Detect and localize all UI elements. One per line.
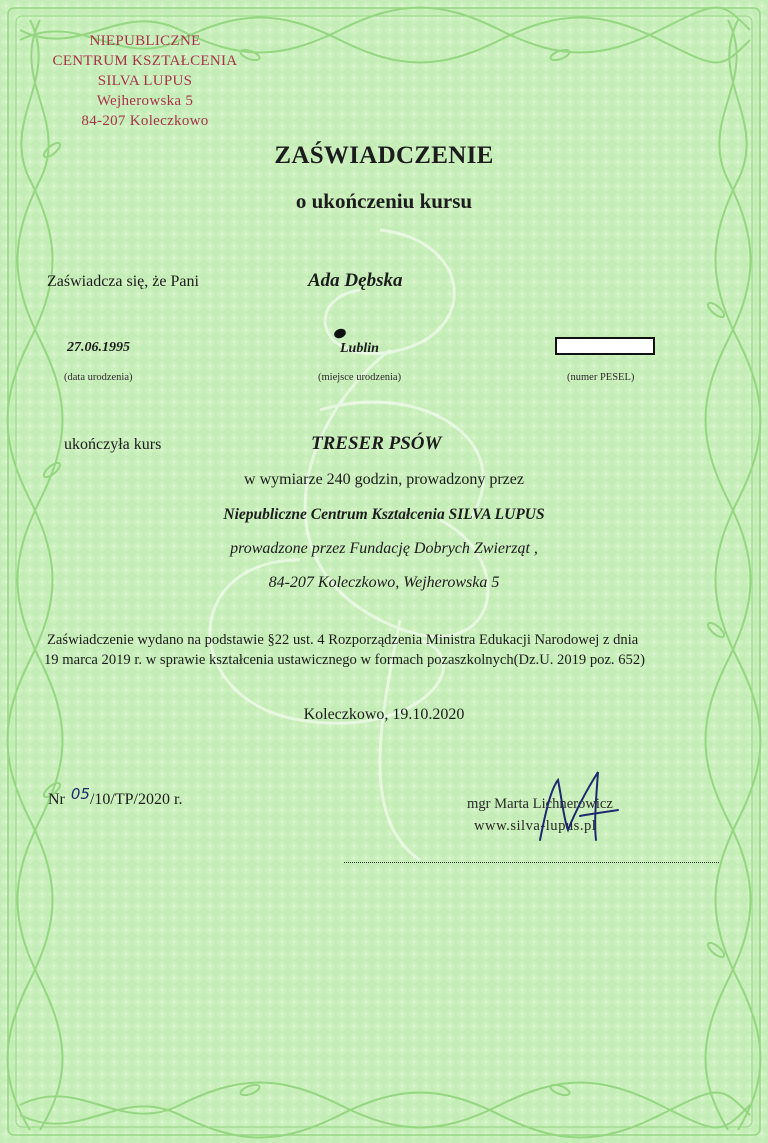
stamp-line: NIEPUBLICZNE bbox=[89, 33, 201, 49]
legal-basis-line-1: Zaświadczenie wydano na podstawie §22 ust. 4 Rozporządzenia Ministra Edukacji Narodowej z dnia bbox=[47, 632, 639, 648]
document-title: ZAŚWIADCZENIE bbox=[274, 142, 494, 169]
number-prefix: Nr bbox=[48, 791, 65, 808]
number-suffix: /10/TP/2020 r. bbox=[89, 791, 183, 808]
birth-place: Lublin bbox=[340, 341, 379, 356]
hours-line: w wymiarze 240 godzin, prowadzony przez bbox=[244, 471, 524, 488]
birth-date-caption: (data urodzenia) bbox=[64, 372, 133, 383]
address-line: 84-207 Koleczkowo, Wejherowska 5 bbox=[268, 574, 500, 591]
stamp-line: CENTRUM KSZTAŁCENIA bbox=[52, 53, 238, 69]
run-by-line: prowadzone przez Fundację Dobrych Zwierząt , bbox=[230, 540, 538, 557]
legal-basis-line-2: 19 marca 2019 r. w sprawie kształcenia ustawicznego w formach pozaszkolnych(Dz.U. 2019 poz. 652) bbox=[44, 652, 645, 668]
stamp-line: 84-207 Koleczkowo bbox=[81, 113, 209, 129]
course-name: TRESER PSÓW bbox=[311, 433, 442, 454]
birth-place-caption: (miejsce urodzenia) bbox=[318, 372, 402, 383]
signer-stamp-name: mgr Marta Lichnerowicz bbox=[467, 796, 613, 812]
certificate-number bbox=[48, 785, 183, 809]
handwritten-signature bbox=[510, 760, 630, 850]
stamp-line: SILVA LUPUS bbox=[97, 73, 193, 89]
organization-stamp bbox=[36, 31, 254, 131]
place-and-date: Koleczkowo, 19.10.2020 bbox=[303, 706, 465, 723]
signer-stamp-website: www.silva-lupus.pl bbox=[474, 818, 597, 834]
completed-label: ukończyła kurs bbox=[64, 436, 162, 453]
document-subtitle: o ukończeniu kursu bbox=[295, 189, 473, 213]
certify-label: Zaświadcza się, że Pani bbox=[47, 273, 199, 290]
birth-date: 27.06.1995 bbox=[67, 340, 130, 355]
person-name: Ada Dębska bbox=[308, 270, 403, 291]
pesel-redaction-box bbox=[555, 337, 655, 355]
pesel-caption: (numer PESEL) bbox=[567, 372, 635, 383]
number-handwritten: 05 bbox=[70, 785, 90, 803]
organizer-name: Niepubliczne Centrum Kształcenia SILVA LUPUS bbox=[223, 506, 545, 523]
stamp-line: Wejherowska 5 bbox=[96, 93, 194, 109]
signature-line bbox=[344, 862, 719, 863]
